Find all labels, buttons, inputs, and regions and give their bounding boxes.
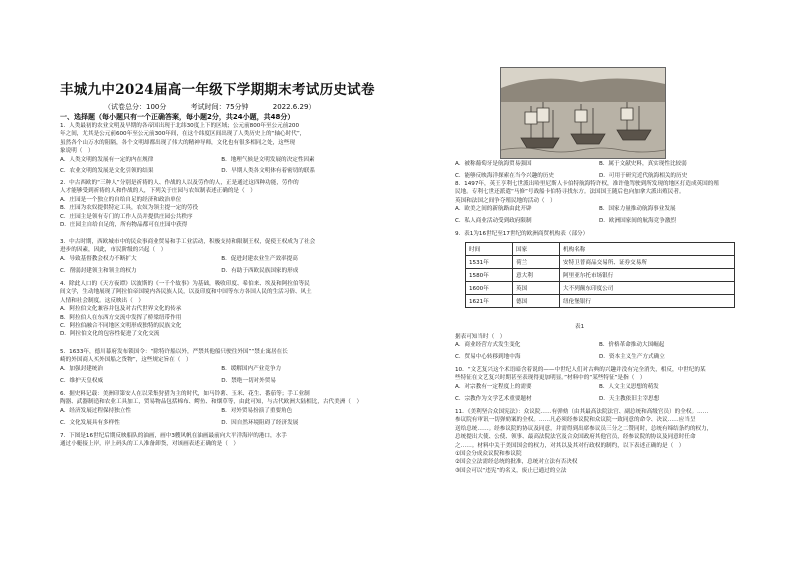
question-3 <box>60 238 396 278</box>
q6-option-b: B．对外贸易扮演了重要角色 <box>221 407 293 414</box>
q6-line: 陶器、武器制造和农业工具加工，贸易物品包括棉布、鳄鱼、和烟草等，由此可知，与古代欧洲大陆相比，古代美洲（ ） <box>60 399 363 406</box>
question-1 <box>60 122 396 179</box>
table-header-cell: 国家 <box>513 243 560 256</box>
q3-option-b: B．促进封建农业生产效率提高 <box>221 255 298 262</box>
q11-line: 送给总统……。经参议院的协议及同意，并需得到出席参议员三分之二赞同时，总统有缔结条约的权力， <box>455 425 713 432</box>
q11-line: 总统提出大使、公使、领事、最高法院法官及合众国政府其他官员，经参议院的协议及同意时任命 <box>455 434 696 441</box>
question-4 <box>60 280 396 339</box>
exam-meta <box>104 102 337 112</box>
exam-title: 丰城九中2024届高一年级下学期期末考试历史试卷 <box>60 82 375 98</box>
q3-line: 3．中古时期，西欧城市中的民众事商业贸易和手工业活动，积极支持和限制王权，促使王权成为了社会 <box>60 239 316 245</box>
q10-option-b: B．人文主义思想的萌发 <box>599 383 659 390</box>
question-9-options <box>455 333 755 365</box>
question-11 <box>455 408 755 475</box>
table-cell: 荷兰 <box>513 256 560 269</box>
question-2 <box>60 179 396 229</box>
q1-line: 年之间，尤其是公元前600年至公元前300年间，在这个纬度区间出现了人类历史上的“轴心时代”， <box>60 131 306 138</box>
table-cell: 安特卫普商品交易所、证券交易所 <box>560 256 735 269</box>
q2-line: 2．中古西欧的“三种人”分别是祈祷的人、作战的人以及劳作的人，正是通过这四种功能，劳作的 <box>60 180 299 186</box>
q3-option-c: C．削弱封建领主和领主的权力 <box>60 267 137 274</box>
table-cell: 德国 <box>513 295 560 308</box>
q8-option-a: A．欧美之间的新航路由此开辟 <box>455 206 532 213</box>
q8-line: 8．1497年，英王亨利七世派出哈里尼斯人卡伯特航海特许权，准许他驾驶到所发现的地区打造成英国的殖 <box>455 181 719 187</box>
q1-option-d: D．早期人类各文明体有着密切的联系 <box>221 168 316 175</box>
q4-option-d: D．阿拉伯文化的包容性促进了文化交流 <box>60 331 160 338</box>
q3-option-d: D．有助于西欧民族国家的形成 <box>221 267 299 274</box>
q9-option-a: A．商业经营方式发生变化 <box>455 342 521 349</box>
question-6 <box>60 390 396 430</box>
q1-line: 象说明（ ） <box>60 148 94 155</box>
q8-line: 民地。专利七世还派遣“马修”号战船卡伯特寻找东方。法国国王随后也向加拿大派出殖民者。 <box>455 189 685 196</box>
q2-line: 人才能够受到祈祷的人和作战的人，下列关于庄园与农奴制表述正确的是（ ） <box>60 188 256 195</box>
q11-item: ①国会分成众议院和参议院 <box>455 451 522 458</box>
q9-option-d: D．资本主义生产方式确立 <box>599 354 665 361</box>
q11-line: 之……。材料中关于美国国会的权力，对其以及其对行政权的制约，以下表述正确的是（ ） <box>455 442 685 449</box>
table-cell: 1621年 <box>466 295 513 308</box>
q5-option-d: D．禁绝一切对外贸易 <box>221 377 276 384</box>
q5-line: 崎的外国商人买外国船之货物”，这些规定旨在（ ） <box>60 357 192 364</box>
table-cell: 大不列颠东印度公司 <box>560 282 735 295</box>
q3-line: 进步的因素，因此，市民阶级的兴起（ ） <box>60 247 167 254</box>
q4-line: 人情和社会制度。这反映出（ ） <box>60 297 144 304</box>
table-row <box>466 295 735 308</box>
q1-option-a: A．人类文明的发展有一定的内在规律 <box>60 156 154 163</box>
table-cell: 意大利 <box>513 269 560 282</box>
q10-option-c: C．宗教作为文学艺术重要题材 <box>455 395 532 402</box>
q7-option-c: C．能够反映海洋探索在当今兴趣的历史 <box>455 172 555 179</box>
q4-line: 间文学，生动地展现了阿拉伯帝国境内各民族人民，以及印度和中国等东方各国人民的生活习俗、风土 <box>60 289 312 296</box>
q7-option-a: A．被称葡萄牙是航海贸易强国 <box>455 161 532 167</box>
trade-institutions-table <box>465 242 735 308</box>
q1-line: 虽然各个山万水的阻隔，各个文明却都出现了伟大的精神导师，文化也有很多相同之处，这些现 <box>60 139 295 146</box>
q2-option-b: B．庄园为农奴提供特定工具，农奴为领主提一定的劳役 <box>60 205 199 212</box>
table-header-cell: 机构名称 <box>560 243 735 256</box>
table-header-row <box>466 243 735 256</box>
q8-option-c: C．私人商业活动受到政府限制 <box>455 218 532 225</box>
total-score: （试卷总分：100分 <box>104 103 167 111</box>
q4-line: 4．除此人口的《天方夜谭》以波斯的《一千个故事》为基础，吸收印度、希伯来、埃及和阿拉伯等民 <box>60 281 310 287</box>
q11-item: ②国会立法需经总统的批准，总统对立法有否决权 <box>455 459 578 466</box>
q10-option-a: A．对宗教有一定程度上的需要 <box>455 383 532 390</box>
question-7 <box>60 432 396 449</box>
q9-ask: 据表可知当时（ ） <box>455 334 506 340</box>
table-cell: 阿里亚尔托市场银行 <box>560 269 735 282</box>
table-cell: 1531年 <box>466 256 513 269</box>
q4-option-c: C．阿拉伯融合不同地区文明形成独特的民族文化 <box>60 323 182 330</box>
table-row <box>466 282 735 295</box>
q5-option-a: A．加强封建统治 <box>60 365 103 372</box>
table-header-cell: 时间 <box>466 243 513 256</box>
q8-option-b: B．国家力量推动航海事业发展 <box>599 206 676 213</box>
exam-time: 考试时间：75分钟 <box>190 103 249 111</box>
q3-option-a: A．导致基督教会权力不断扩大 <box>60 255 137 262</box>
q5-option-c: C．维护天皇权威 <box>60 377 104 384</box>
question-10 <box>455 366 755 406</box>
question-9 <box>455 230 755 238</box>
exam-date: 2022.6.29） <box>272 103 316 111</box>
q2-option-a: A．庄园是一个独立的自给自足的经济和政治单位 <box>60 196 182 203</box>
question-5 <box>60 348 396 388</box>
q10-line: 些特征在文艺复兴时期甚至表现得更加明显。”材料中的“某些特征”是指（ ） <box>455 375 646 382</box>
q4-option-a: A．阿拉伯文化兼容并包及对古代世界文化的传承 <box>60 306 182 313</box>
table-row <box>466 269 735 282</box>
table-caption: 表1 <box>575 324 585 330</box>
table-cell: 纽伦堡银行 <box>560 295 735 308</box>
q2-option-d: D．庄园主自给自足的，所有物品都可在庄园中获得 <box>60 222 188 229</box>
q9-intro: 9．表1为16世纪至17世纪的欧洲商贸机构表（部分） <box>455 231 589 237</box>
q11-line: 11．《美利坚合众国宪法》：众议院……有弹劾（由其最高法院法官、副总统和高级官员）的全权。…… <box>455 409 709 415</box>
q9-option-c: C．贸易中心转移到地中海 <box>455 354 521 361</box>
ship-painting-image <box>500 67 666 159</box>
table-row <box>466 256 735 269</box>
table-cell: 1600年 <box>466 282 513 295</box>
q5-line: 5．1633年，德川幕府发布锁国令：“除特许船以外，严禁其他船只驶往外国”“禁止寓居在长 <box>60 349 288 355</box>
q7-line: 7．下图是16世纪后期反映船队的油画，画中3艘风帆在油画最前向大平洋海岸的港口，水手 <box>60 433 287 439</box>
q7-line: 通过小艇接上岸，岸上码头的工人准备卸货，对该画表述正确的是（ ） <box>60 441 240 448</box>
q6-option-c: C．文化发展具有多样性 <box>60 419 120 426</box>
q10-line: 10．“文艺复兴这个术语暗含着说的——中世纪人们对古典的兴趣并没有完全消失，相反，中世纪的某 <box>455 367 706 373</box>
q8-line: 英国和法国之间争夺殖民地的活动（ ） <box>455 197 556 204</box>
q8-option-d: D．欧洲国家间的航海竞争激烈 <box>599 218 677 225</box>
question-8 <box>455 180 755 229</box>
q6-line: 6．据史料记载：美洲印第安人在以采集狩猎为主的时代，如马铃薯、玉米、花生、番茄等；手工业制 <box>60 391 310 397</box>
q11-item: ③国会可以“违宪”的名义，废止已通过的立法 <box>455 467 567 474</box>
q1-line: 1．人类最初的农业文明及早期的各帝国出现于北纬30度上下的区域；公元前800年至公元前200 <box>60 123 300 129</box>
q11-line: 参议院有审讯一切弹劾案的全权。……凡必须经参议院和众议院一致同意的命令、决议……应当呈 <box>455 417 696 424</box>
q9-option-b: B．价格革命推动大国崛起 <box>599 342 665 349</box>
q6-option-a: A．经济发展过程保持独立性 <box>60 407 131 414</box>
table-cell: 英国 <box>513 282 560 295</box>
q7-option-b: B．属于文献史料，真实现性比较弱 <box>599 161 687 167</box>
q7-option-d: D．可用于研究近代航海相关的历史 <box>599 172 688 179</box>
table-cell: 1580年 <box>466 269 513 282</box>
section-heading: 一、选择题（每小题只有一个正确答案，每小题2分，共24小题，共48分） <box>60 113 295 121</box>
ship-painting-illustration <box>501 68 665 158</box>
q1-option-b: B．地理气候是文明发展的决定性因素 <box>221 156 315 163</box>
q1-option-c: C．农业文明的发展是文化引领的结果 <box>60 168 154 175</box>
q10-option-d: D．天主教依旧主宰思想 <box>599 395 660 402</box>
q5-option-b: B．缓解国内产业竞争力 <box>221 365 282 372</box>
q6-option-d: D．因自然环境阻碍了经济发展 <box>221 419 299 426</box>
q4-option-b: B．阿拉伯人在东西方交流中发挥了桥梁纽带作用 <box>60 314 182 321</box>
q2-option-c: C．庄园主是领有专门的工作人员并提供庄园公共秩序 <box>60 213 193 220</box>
